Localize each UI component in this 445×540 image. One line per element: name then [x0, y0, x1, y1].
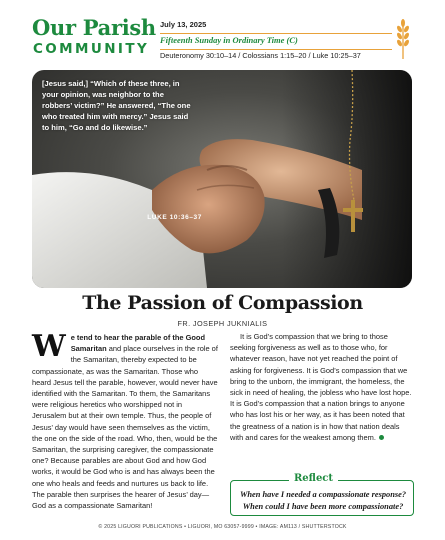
- brand-subtitle: COMMUNITY: [33, 41, 150, 57]
- scripture-quote: [Jesus said,] “Which of these three, in your opinion, was neighbor to the robbers’ victim?” He answered, “The one who treated him with mercy.” Jesus said to him, “Go and do likewise.”: [42, 79, 191, 132]
- reflect-box: [230, 473, 414, 516]
- reflect-title: Reflect: [289, 473, 338, 484]
- article-body-left: and place ourselves in the role of the Samaritan, thereby expected to be compassionate, as was the Samaritan. Those who heard Jesus tell the parable, however, would never have identified with the Samaritan. To them, the Samaritans were religious heretics who worshipped not in Jerusalem but at their own temple. Thus, the people of Jesus’ day would have seen themselves as the victim, the one on the side of the road. Who, then, would be the Samaritan, the surprising caregiver, the compassionate one? Because parables are about God and how God works, it would be God who is and has always been the one who heals and feeds and nurtures us back to life. The parable then surprises the hearer of Jesus’ day—God as a compassionate Samaritan!: [32, 344, 218, 511]
- copyright-footer: © 2025 LIGUORI PUBLICATIONS • LIGUORI, MO 63057-9999 • IMAGE: AM113 / SHUTTERSTOCK: [98, 524, 347, 530]
- article-column-right: [230, 331, 414, 443]
- drop-cap: W: [32, 329, 66, 364]
- hero-photo: [32, 70, 412, 288]
- masthead: [32, 16, 418, 62]
- end-mark-icon: [379, 435, 384, 440]
- issue-meta: [160, 20, 392, 61]
- wheat-icon: [392, 18, 414, 60]
- liturgical-day: Fifteenth Sunday in Ordinary Time (C): [160, 35, 298, 45]
- brand-name: Our Parish: [32, 15, 156, 40]
- article-column-left: [32, 329, 218, 511]
- scripture-citation: LUKE 10:36–37: [147, 214, 202, 221]
- issue-date: July 13, 2025: [160, 20, 207, 29]
- reflect-question: When have I needed a compassionate response?: [239, 490, 407, 499]
- article-byline: FR. JOSEPH JUKNIALIS: [177, 319, 268, 328]
- reflect-question: When could I have been more compassionate?: [242, 502, 404, 511]
- article-body-right: It is God’s compassion that we bring to those seeking forgiveness as well as to those who, for whatever reason, have not yet reached the point of asking for forgiveness. It is God’s compassion that we bring to the unborn, the immigrant, the homeless, the sick in need of healing, the jobless who have lost hope. It is God’s compassion that a nation brings to anyone who has lost his or her way, as it has been noted that the greatness of a nation is in how that nation deals with and cares for the weakest among them.: [230, 332, 412, 442]
- article-title: The Passion of Compassion: [82, 292, 363, 314]
- article-lead: e tend to hear the parable of the Good Samaritan: [70, 333, 206, 354]
- readings: Deuteronomy 30:10–14 / Colossians 1:15–20 / Luke 10:25–37: [160, 51, 361, 60]
